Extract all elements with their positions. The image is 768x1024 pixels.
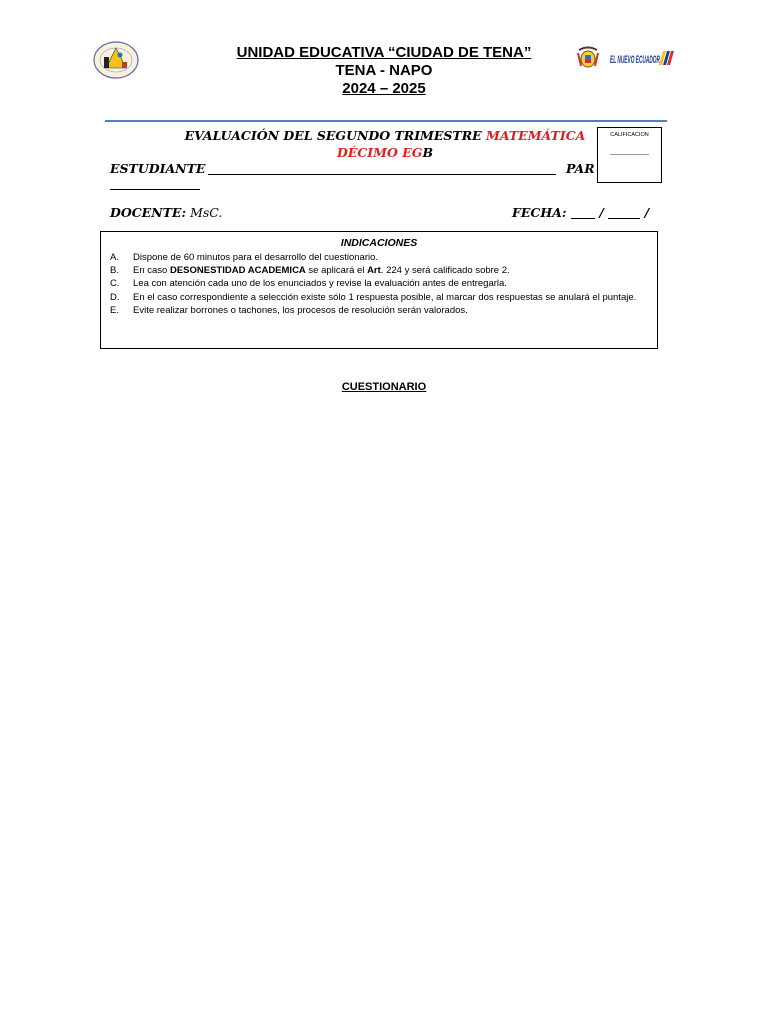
- indication-bold-text: DESONESTIDAD ACADEMICA: [169, 265, 306, 277]
- school-logo: [92, 40, 140, 80]
- ecuador-emblem-icon: [576, 44, 600, 70]
- school-header: [184, 44, 584, 98]
- indication-letter: D.: [110, 291, 120, 303]
- parallel-label: PAR: [566, 161, 595, 176]
- indication-text: Evite realizar borrones o tachones, los procesos de resolución serán valorados.: [133, 304, 468, 316]
- date-separator-2: /: [644, 205, 650, 220]
- exam-title-line-1: [150, 127, 620, 144]
- indication-text: En el caso correspondiente a selección existe sólo 1 respuesta posible, al marcar dos respuestas se anulará el puntaje.: [133, 291, 637, 303]
- grade-box[interactable]: [597, 127, 662, 183]
- indication-text: Dispone de 60 minutos para el desarrollo del cuestionario.: [133, 252, 379, 263]
- indication-letter: C.: [110, 278, 120, 290]
- indication-item: [110, 304, 649, 317]
- indication-item: [110, 251, 649, 264]
- header-divider: [105, 120, 667, 122]
- student-label: ESTUDIANTE: [110, 161, 206, 176]
- date-separator-1: /: [599, 205, 604, 220]
- indications-list: [101, 251, 657, 317]
- government-logo-text: EL NUEVO ECUADOR: [610, 54, 661, 66]
- student-name-blank[interactable]: [208, 174, 556, 175]
- exam-level-black: B: [422, 145, 434, 160]
- indication-letter: A.: [110, 252, 119, 263]
- indications-title: INDICACIONES: [340, 237, 418, 249]
- indications-box: [100, 231, 658, 349]
- indication-text: se aplicará el: [305, 265, 368, 277]
- indication-item: [110, 291, 649, 304]
- school-location: TENA - NAPO: [335, 62, 433, 79]
- exam-title-prefix: EVALUACIÓN DEL SEGUNDO TRIMESTRE: [184, 128, 487, 143]
- exam-subject: MATEMÁTICA: [486, 128, 586, 143]
- date-label: FECHA:: [512, 205, 567, 220]
- school-name: UNIDAD EDUCATIVA “CIUDAD DE TENA”: [236, 44, 532, 61]
- exam-title: [150, 127, 620, 161]
- indication-item: [110, 264, 649, 277]
- section-title: CUESTIONARIO: [341, 381, 427, 393]
- indication-text: En caso: [133, 265, 170, 277]
- date-row: [512, 205, 649, 220]
- indication-letter: B.: [110, 265, 119, 277]
- student-row: [110, 161, 615, 181]
- grade-box-label: CALIFICACION: [610, 132, 649, 138]
- date-day-blank[interactable]: [571, 218, 595, 219]
- indication-letter: E.: [110, 304, 119, 316]
- indication-text: . 224 y será calificado sobre 2.: [380, 265, 510, 277]
- indication-bold-text: Art: [367, 265, 381, 277]
- parallel-blank[interactable]: [110, 189, 200, 190]
- grade-line: [610, 154, 649, 155]
- exam-title-line-2: [150, 144, 620, 161]
- government-logo: [608, 48, 678, 68]
- teacher-value: MsC.: [190, 205, 223, 220]
- indication-text: Lea con atención cada uno de los enunciados y revise la evaluación antes de entregarla.: [133, 278, 507, 290]
- indication-item: [110, 277, 649, 290]
- exam-level-red: DÉCIMO EG: [336, 145, 423, 160]
- teacher-label: DOCENTE:: [110, 205, 187, 220]
- school-year: 2024 – 2025: [342, 80, 426, 97]
- date-month-blank[interactable]: [608, 218, 640, 219]
- teacher-row: [110, 205, 222, 220]
